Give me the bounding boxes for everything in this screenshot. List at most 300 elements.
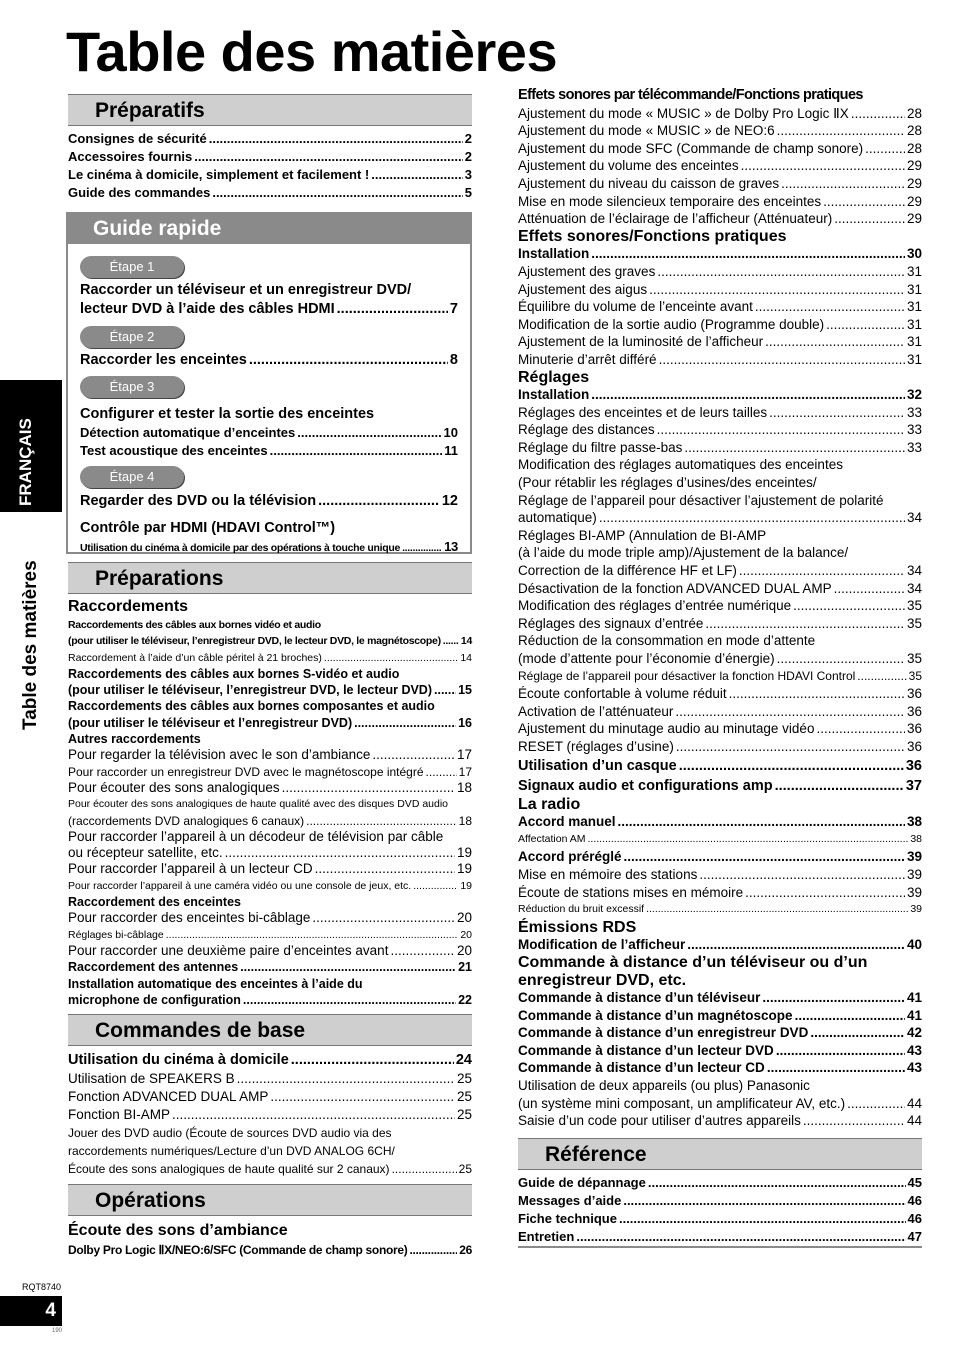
toc-entry[interactable] [518,316,922,334]
document-code: RQT8740 [22,1282,62,1292]
toc-entry[interactable] [518,562,922,580]
toc-entry[interactable] [518,866,922,884]
toc-entry[interactable] [518,245,922,263]
leader-dots [793,597,905,615]
toc-entry-page: 46 [907,1192,922,1208]
toc-entry-title: Pour raccorder un enregistreur DVD avec le magnétoscope intégré [68,764,424,779]
toc-entry[interactable] [68,715,472,731]
leader-dots [729,685,905,703]
toc-entry[interactable] [518,685,922,703]
step-1-badge: Étape 1 [80,256,184,278]
language-label: FRANÇAIS [16,418,35,506]
toc-entry[interactable] [68,1070,472,1088]
toc-entry-title: Minuterie d’arrêt différé [518,351,657,367]
toc-entry[interactable] [518,776,922,796]
toc-entry[interactable] [68,148,472,166]
toc-entry-page: 31 [906,351,922,367]
leader-dots [390,943,455,959]
toc-entry-page: 2 [464,131,472,146]
toc-entry-title: Mise en mémoire des stations [518,866,698,882]
toc-entry[interactable] [518,421,922,439]
leader-dots [270,1088,455,1106]
leader-dots [865,140,905,158]
toc-entry-title: Ajustement du mode SFC (Commande de champ sonore) [518,140,864,156]
leader-dots [851,105,905,123]
toc-entry-title: Pour raccorder des enceintes bi-câblage [68,910,311,926]
toc-entry[interactable] [68,1124,472,1142]
leader-dots [443,633,459,649]
toc-entry-title: Mise en mode silencieux temporaire des enceintes [518,193,822,209]
leader-dots [769,404,905,422]
toc-entry-title: Pour raccorder l’appareil à un lecteur CD [68,861,313,877]
preparatifs-list [68,130,472,202]
toc-entry-title: Commande à distance d’un magnétoscope [518,1007,793,1023]
leader-dots [372,747,455,763]
toc-entry[interactable] [518,650,922,668]
toc-entry-page: 5 [464,185,472,200]
toc-entry-title: Commande à distance d’un enregistreur DVD [518,1025,809,1041]
toc-entry-page: 25 [456,1107,472,1123]
toc-entry-title: (pour utiliser le téléviseur et l’enregistreur DVD) [68,715,353,730]
toc-entry[interactable] [518,1228,922,1246]
leader-dots [705,615,905,633]
toc-entry-title: (un système mini composant, un amplificateur AV, etc.) [518,1095,846,1111]
leader-dots [847,1095,905,1113]
leader-dots [762,989,905,1007]
toc-entry[interactable]: lecteur DVD à l’aide des câbles HDMI ..... 7 [80,300,458,320]
toc-entry-page: 35 [906,598,922,614]
toc-entry[interactable] [518,439,922,457]
toc-entry-title: Accessoires fournis [68,149,193,164]
toc-entry-title: Pour raccorder l’appareil à un décodeur de télévision par câble [68,828,444,844]
toc-entry[interactable] [68,992,472,1008]
toc-entry[interactable] [518,1059,922,1077]
toc-entry[interactable] [518,210,922,228]
toc-entry[interactable] [68,927,472,943]
section-preparations-heading: Préparations [68,562,472,594]
toc-entry-title: Ajustement du minutage audio au minutage vidéo [518,721,815,737]
toc-entry[interactable] [68,764,472,780]
section-commandes-heading: Commandes de base [68,1014,472,1046]
toc-entry-title: Guide des commandes [68,185,211,200]
toc-subheading: Effets sonores/Fonctions pratiques [518,227,787,245]
toc-entry-title: Modification de l’afficheur [518,937,686,953]
toc-entry-title: Commande à distance d’un lecteur DVD [518,1042,774,1058]
toc-entry[interactable] [68,878,472,894]
toc-entry[interactable] [518,936,922,954]
leader-dots [618,813,905,831]
toc-entry[interactable] [68,682,472,698]
toc-entry[interactable] [518,298,922,316]
leader-dots [209,130,463,148]
toc-entry-title: microphone de configuration [68,992,241,1007]
toc-entry-title: Raccordement des antennes [68,960,239,975]
toc-entry[interactable]: Dolby Pro Logic ⅡX/NEO:6/SFC (Commande de champ sonore) ..... 26 [68,1241,472,1259]
toc-entry[interactable] [68,959,472,975]
toc-subheading: La radio [518,795,581,813]
section-preparatifs-heading: Préparatifs [68,94,472,126]
toc-entry-page: 31 [906,334,922,350]
toc-entry-title: Pour écouter des sons analogiques [68,779,280,795]
toc-entry[interactable] [68,813,472,829]
toc-entry-title: Jouer des DVD audio (Écoute de sources DVD audio via des [68,1126,392,1141]
toc-entry[interactable] [68,731,472,747]
toc-subheading: Commande à distance d’un téléviseur ou d’un [518,953,868,971]
leader-dots [312,910,455,926]
toc-entry[interactable] [68,910,472,926]
leader-dots [679,756,904,776]
leader-dots [657,421,905,439]
toc-entry-page: 34 [906,563,922,579]
leader-dots [823,193,905,211]
toc-entry-title: Pour écouter des sons analogiques de haute qualité avec des disques DVD audio [68,798,449,811]
leader-dots [765,333,905,351]
toc-entry-page: 36 [905,757,922,774]
toc-entry-page: 19 [460,879,472,892]
toc-entry[interactable] [518,1112,922,1130]
leader-dots [649,281,905,299]
toc-entry[interactable] [68,780,472,796]
toc-entry[interactable] [68,1088,472,1106]
toc-entry-page: 17 [458,764,472,779]
toc-entry-line[interactable]: Réglages BI-AMP (Annulation de BI-AMP [518,527,767,543]
toc-entry-title: Entretien [518,1228,575,1244]
toc-entry[interactable] [68,796,472,812]
preparations-list [68,617,472,1008]
toc-entry-page: 36 [906,703,922,719]
toc-entry-title: Réglages des enceintes et de leurs tailles [518,404,768,420]
toc-entry-title: (pour utiliser le téléviseur, l’enregistreur DVD, le lecteur DVD) [68,683,433,698]
toc-entry[interactable] [518,140,922,158]
leader-dots [781,175,905,193]
toc-entry[interactable] [518,105,922,123]
toc-entry[interactable] [68,166,472,184]
toc-entry[interactable] [518,1024,922,1042]
leader-dots [646,901,908,919]
toc-entry-title: Commande à distance d’un lecteur CD [518,1060,765,1076]
toc-entry[interactable] [68,633,472,649]
toc-entry-page: 25 [456,1089,472,1105]
toc-entry-page: 36 [906,721,922,737]
toc-entry[interactable] [68,698,472,714]
toc-entry-page: 35 [906,651,922,666]
toc-entry-title: Activation de l’atténuateur [518,703,674,719]
toc-entry-title: Ajustement du mode « MUSIC » de Dolby Pro Logic ⅡX [518,105,849,121]
toc-entry-page: 44 [906,1113,922,1129]
toc-subheading: enregistreur DVD, etc. [518,971,687,989]
toc-entry-page: 40 [906,937,922,953]
leader-dots [413,878,458,894]
toc-subheading: Effets sonores par télécommande/Fonctions pratiques [518,87,863,103]
toc-entry[interactable] [68,747,472,763]
toc-entry-title: (raccordements DVD analogiques 6 canaux) [68,813,305,828]
leader-dots [755,298,905,316]
toc-entry-title: Réglages bi-câblage [68,928,164,941]
guide-rapide-box [66,212,472,554]
toc-entry[interactable] [518,122,922,140]
side-section-title: Table des matières [20,560,41,730]
toc-entry-title: Le cinéma à domicile, simplement et facilement ! [68,167,370,182]
toc-entry-page: 18 [456,779,472,795]
toc-entry-page: 28 [906,140,922,156]
toc-entry-title: Fonction ADVANCED DUAL AMP [68,1089,269,1105]
leader-dots [392,1160,457,1178]
commandes-list [68,1050,472,1178]
toc-entry-page: 20 [456,910,472,926]
toc-entry-title: Écoute confortable à volume réduit [518,686,727,702]
step-1-line2: lecteur DVD à l’aide des câbles HDMI [80,301,335,317]
toc-entry-title: Fiche technique [518,1210,617,1226]
leader-dots [172,1106,455,1124]
leader-dots [623,1192,905,1210]
toc-entry[interactable] [68,617,472,633]
toc-entry-title: Saisie d’un code pour utiliser d’autres appareils [518,1113,801,1129]
toc-entry-line[interactable]: (Pour rétablir les réglages d’usines/des enceintes/ [518,475,817,491]
toc-entry-title: (pour utiliser le téléviseur, l’enregistreur DVD, le lecteur DVD, le magnétoscope) [68,635,441,648]
leader-dots [687,936,905,954]
toc-entry[interactable] [518,1210,922,1228]
leader-dots [777,122,905,140]
toc-entry[interactable] [68,976,472,992]
toc-entry[interactable] [68,1106,472,1124]
right-column [518,87,922,1248]
step-4-badge: Étape 4 [80,466,184,488]
leader-dots [776,1042,905,1060]
leader-dots [810,1024,905,1042]
toc-entry-title: Réglage du filtre passe-bas [518,439,683,455]
leader-dots [675,703,905,721]
leader-dots [699,866,905,884]
leader-dots [648,1174,906,1192]
toc-entry[interactable]: Utilisation du cinéma à domicile par des opérations à touche unique ..... 13 [80,538,458,556]
toc-entry-title: Ajustement du niveau du caisson de graves [518,175,780,191]
toc-entry[interactable] [518,848,922,866]
toc-entry-page: 29 [906,175,922,191]
section-operations-heading: Opérations [68,1184,472,1216]
toc-entry[interactable] [518,404,922,422]
toc-entry-page: 31 [906,299,922,315]
leader-dots [834,580,905,598]
toc-entry-page: 19 [456,861,472,877]
toc-subheading: Émissions RDS [518,918,637,936]
toc-entry[interactable] [518,720,922,738]
toc-entry[interactable] [68,184,472,202]
step-3-badge: Étape 3 [80,376,184,398]
leader-dots [624,848,905,866]
toc-entry-title: Utilisation du cinéma à domicile [68,1052,289,1069]
leader-dots [676,738,905,756]
toc-entry-title: Raccordements des câbles aux bornes vidéo et audio [68,619,321,631]
toc-entry[interactable] [518,901,922,919]
toc-entry-page: 44 [906,1095,922,1111]
toc-entry[interactable] [518,1095,922,1113]
toc-entry-title: Ajustement du volume des enceintes [518,158,739,174]
toc-entry-title: Pour raccorder une deuxième paire d’enceintes avant [68,942,389,958]
toc-entry[interactable] [68,894,472,910]
toc-entry[interactable] [518,351,922,369]
toc-entry[interactable] [518,756,922,776]
toc-entry[interactable] [518,580,922,598]
toc-entry-line[interactable]: Modification des réglages automatiques des enceintes [518,457,843,473]
toc-entry-page: 20 [460,928,472,941]
toc-entry-title: Ajustement des graves [518,263,656,279]
reference-box [518,1138,922,1248]
toc-entry-page: 29 [906,158,922,174]
section-reference-heading: Référence [518,1138,922,1170]
toc-entry[interactable] [68,1142,472,1160]
toc-entry[interactable] [68,829,472,845]
toc-entry[interactable] [68,1050,472,1070]
toc-subheading: Réglages [518,368,590,386]
toc-entry-line[interactable]: Réduction de la consommation en mode d’attente [518,633,816,649]
toc-entry-page: 43 [906,1060,922,1076]
toc-entry-title: Modification des réglages d’entrée numérique [518,598,792,614]
toc-entry[interactable] [68,845,472,861]
leader-dots [291,1050,454,1070]
toc-entry-page: 43 [906,1042,922,1058]
toc-entry[interactable] [518,738,922,756]
toc-entry[interactable] [518,1007,922,1025]
leader-dots [599,509,905,527]
toc-entry-page: 30 [906,246,922,262]
toc-entry[interactable] [518,884,922,902]
leader-dots [745,884,905,902]
leader-dots [591,245,905,263]
toc-entry[interactable] [518,263,922,281]
toc-entry-page: 25 [458,1162,472,1177]
toc-entry-title: Raccordement des enceintes [68,895,241,910]
raccordements-heading: Raccordements [68,598,189,615]
leader-dots [371,166,462,184]
toc-entry-title: Installation [518,387,590,403]
toc-entry-page: 35 [906,615,922,631]
leader-dots [212,184,462,202]
toc-entry-page: 34 [906,580,922,596]
toc-entry-line[interactable]: Utilisation de deux appareils (ou plus) Panasonic [518,1078,810,1094]
toc-entry-title: Pour raccorder l’appareil à une caméra vidéo ou une console de jeux, etc. [68,879,412,892]
toc-entry[interactable] [68,943,472,959]
leader-dots [834,210,905,228]
toc-entry[interactable] [518,1192,922,1210]
toc-entry-page: 41 [906,1007,922,1023]
toc-entry[interactable] [518,703,922,721]
toc-entry[interactable] [518,193,922,211]
toc-entry-title: RESET (réglages d’usine) [518,738,674,754]
leader-dots [684,439,905,457]
toc-entry[interactable]: Détection automatique d’enceintes ..... 10 [80,424,458,442]
toc-entry[interactable] [518,668,922,686]
toc-entry[interactable] [518,989,922,1007]
toc-entry[interactable] [518,386,922,404]
toc-entry-title: Commande à distance d’un téléviseur [518,990,761,1006]
toc-entry-page: 33 [906,422,922,438]
toc-entry[interactable] [518,615,922,633]
toc-entry-title: raccordements numériques/Lecture d’un DVD ANALOG 6CH/ [68,1144,395,1159]
toc-entry[interactable] [518,831,922,849]
leader-dots [225,845,455,861]
toc-entry[interactable]: Regarder des DVD ou la télévision ..... 12 [80,488,458,514]
section-guide-rapide-heading: Guide rapide [68,214,470,244]
toc-entry-page: 39 [906,884,922,900]
toc-entry-line[interactable]: Réglage de l’appareil pour désactiver l’ajustement de polarité [518,492,884,508]
leader-dots [777,650,905,668]
step-3-title: Configurer et tester la sortie des enceintes [80,406,375,422]
leader-dots [591,386,905,404]
toc-entry-page: 21 [458,960,472,975]
leader-dots [166,927,459,943]
toc-entry[interactable] [518,333,922,351]
toc-entry[interactable] [68,1160,472,1178]
toc-entry[interactable]: Raccorder les enceintes ..... 8 [80,348,458,372]
toc-entry-page: 16 [458,715,472,730]
toc-entry-title: automatique) [518,510,597,526]
toc-entry[interactable] [518,597,922,615]
toc-entry[interactable] [518,813,922,831]
toc-entry-title: Écoute des sons analogiques de haute qualité sur 2 canaux) [68,1162,390,1177]
toc-entry-line[interactable]: (à l’aide du mode triple amp)/Ajustement de la balance/ [518,545,849,561]
operations-subheading: Écoute des sons d’ambiance [68,1222,288,1240]
toc-entry-page: 28 [906,105,922,121]
toc-entry-title: ou récepteur satellite, etc. [68,845,223,861]
toc-entry-page: 14 [460,651,472,664]
toc-entry[interactable] [68,130,472,148]
toc-entry-title: Installation automatique des enceintes à l’aide du [68,976,363,991]
toc-entry[interactable] [518,509,922,527]
toc-entry-title: Ajustement de la luminosité de l’afficheur [518,334,764,350]
toc-entry-title: Installation [518,246,590,262]
toc-entry-title: Raccordements des câbles aux bornes S-vidéo et audio [68,666,400,681]
toc-entry-title: Autres raccordements [68,732,201,747]
toc-entry[interactable]: Test acoustique des enceintes ..... 11 [80,442,458,460]
leader-dots [816,720,905,738]
toc-entry[interactable] [518,281,922,299]
toc-entry-page: 38 [906,814,922,830]
leader-dots [576,1228,905,1246]
leader-dots [243,992,456,1008]
toc-entry-page: 37 [905,777,922,794]
toc-entry-title: Pour regarder la télévision avec le son d’ambiance [68,747,371,763]
toc-entry-page: 33 [906,404,922,420]
toc-entry[interactable] [68,650,472,666]
toc-entry-page: 2 [464,149,472,164]
toc-entry[interactable] [68,861,472,877]
toc-entry-page: 32 [906,387,922,403]
leader-dots [619,1210,906,1228]
toc-entry[interactable] [518,1174,922,1192]
toc-entry-title: Écoute de stations mises en mémoire [518,884,744,900]
toc-entry[interactable] [68,666,472,682]
toc-entry-page: 36 [906,738,922,754]
leader-dots [739,562,905,580]
toc-entry-page: 39 [910,903,922,916]
toc-entry[interactable] [518,175,922,193]
toc-entry-title: Utilisation de SPEAKERS B [68,1071,235,1087]
leader-dots [324,650,458,666]
step-1-line1: Raccorder un téléviseur et un enregistreur DVD/ [80,282,412,298]
toc-entry-page: 39 [906,849,922,865]
toc-entry-page: 29 [906,193,922,209]
toc-entry-title: Atténuation de l’éclairage de l’afficheur (Atténuateur) [518,211,833,227]
toc-entry[interactable] [518,157,922,175]
toc-entry[interactable] [518,1042,922,1060]
toc-entry-title: Accord préréglé [518,849,622,865]
toc-entry-title: Messages d’aide [518,1192,622,1208]
leader-dots [657,263,905,281]
toc-entry-page: 36 [906,686,922,702]
toc-entry-title: Accord manuel [518,814,616,830]
toc-entry-page: 41 [906,990,922,1006]
toc-entry-title: Modification de la sortie audio (Programme double) [518,316,825,332]
